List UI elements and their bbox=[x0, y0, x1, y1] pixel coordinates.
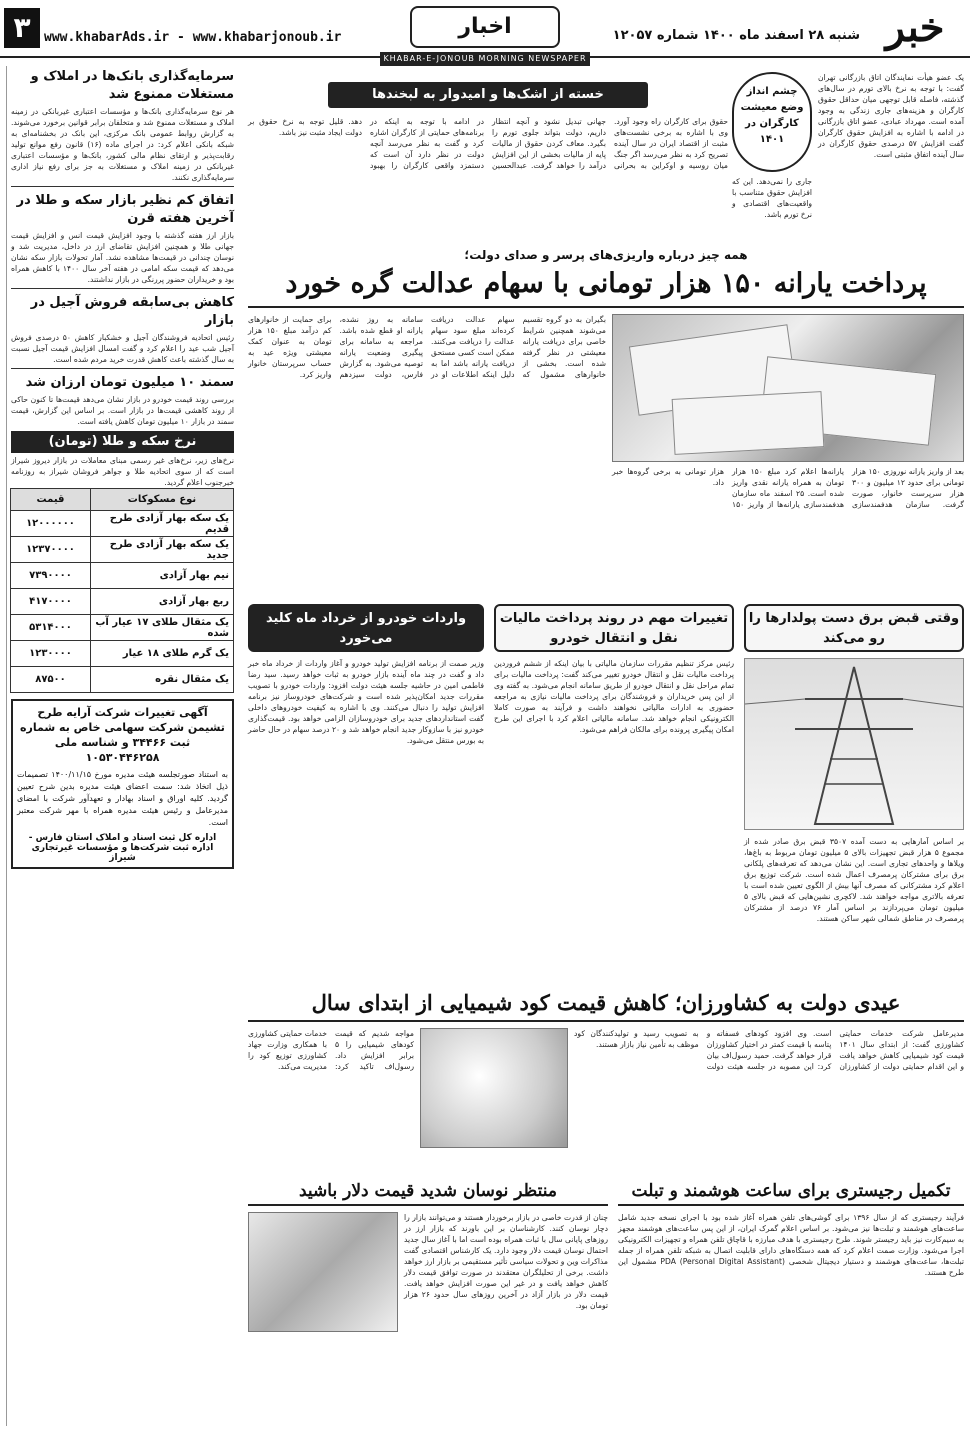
article-body: بررسی روند قیمت خودرو در بازار نشان می‌دهد قیمت‌ها تا کنون حاکی از روند کاهشی قیمت‌ها در بازار است. بر اساس این گزارش، قیمت سمند در بازار ۱۰ میلیون تومان کاهش یافته است. bbox=[11, 395, 234, 426]
article-body: رئیس اتحادیه فروشندگان آجیل و خشکبار کاهش ۵۰ درصدی فروش آجیل شب عید را اعلام کرد و گفت امسال افزایش قیمت آجیل نسبت به سال گذشته باعث کاهش قدرت خرید مردم شده است. bbox=[11, 333, 234, 364]
article-gold-market bbox=[7, 190, 238, 285]
registry-headline: تکمیل رجیستری برای ساعت هوشمند و تبلت bbox=[618, 1176, 964, 1206]
divider bbox=[248, 306, 964, 308]
article-body: هر نوع سرمایه‌گذاری بانک‌ها و مؤسسات اعتباری غیربانکی در زمینه املاک و مستغلات ممنوع شد و متخلفان برابر قوانین برخورد می‌شوند. به گزارش روابط عمومی بانک مرکزی، این بانک در بخشنامه‌ای به شبکه بانکی اعلام کرد: در اجرای ماده (۱۶) قانون رفع موانع تولید رقابت‌پذیر و ارتقای نظام مالی کشور، بانک‌ها و مؤسسات اعتباری غیربانکی در زمینه املاک و مستغلات به جز برای رفع نیاز اداری سرمایه‌گذاری نکنند. bbox=[11, 107, 234, 182]
coin-price: ۴۱۷۰۰۰۰ bbox=[11, 589, 91, 615]
section-title: اخبار bbox=[410, 6, 560, 48]
coin-name: یک مثقال نقره bbox=[91, 667, 234, 693]
lead-body-continued: بعد از واریز یارانه نوروزی ۱۵۰ هزار تومانی برای حدود ۱۲ میلیون و ۳۰۰ هزار سرپرست خانوار، صورت گرفت. سازمان هدفمندسازی یارانه‌ها اعلام کرد مبلغ ۱۵۰ هزار تومان به همراه یارانه نقدی واریز شده است. ۲۵ اسفند ماه سازمان هدفمندسازی یارانه‌ها از واریز ۱۵۰ هزار تومانی به برخی گروه‌ها خبر داد. bbox=[612, 467, 964, 509]
box-body: وزیر صمت از برنامه افزایش تولید خودرو و آغاز واردات از خرداد ماه خبر داد و گفت در چند ماه آینده بازار خودرو به ثبات خواهد رسید. سید رضا فاطمی امین در حاشیه جلسه هیئت دولت افزود: واردات خودرو با تصویب مقررات جدید امکان‌پذیر شده است و شرکت‌های خودروساز نیز برنامه افزایش تولید را دنبال می‌کنند. وی با اشاره به کیفیت خودروهای داخلی گفت استانداردهای جدید برای خودروسازان الزامی خواهد بود. قیمت‌گذاری خودرو نیز با سازوکار جدید انجام خواهد شد و ۲۰ درصد سهام در حال حاضر به بورس منتقل می‌شود. bbox=[248, 659, 484, 745]
agriculture-body-continued: مواجه شدیم که قیمت کودهای شیمیایی را ۵ برابر افزایش داد. رسول‌اف تاکید کرد: خدمات حمایتی کشاورزی با همکاری وزارت جهاد کشاورزی توزیع کود را مدیریت می‌کند. bbox=[248, 1029, 414, 1071]
article-bank-realestate bbox=[7, 66, 238, 183]
price-table-title: نرخ سکه و طلا bbox=[102, 434, 197, 449]
coin-name: یک سکه بهار آزادی طرح جدید bbox=[91, 537, 234, 563]
coin-price: ۱۲۰۰۰۰۰۰ bbox=[11, 511, 91, 537]
price-table-unit: (تومان) bbox=[48, 434, 98, 449]
box-title: وقتی قبض برق دست پولدارها را رو می‌کند bbox=[744, 604, 964, 652]
coin-name: ربع بهار آزادی bbox=[91, 589, 234, 615]
coin-name: یک سکه بهار آزادی طرح قدیم bbox=[91, 511, 234, 537]
lead-headline: پرداخت یارانه ۱۵۰ هزار تومانی با سهام عدالت گره خورد bbox=[285, 268, 927, 299]
table-row bbox=[11, 589, 234, 615]
agriculture-headline: عیدی دولت به کشاورزان؛ کاهش قیمت کود شیمیایی از ابتدای سال bbox=[311, 990, 901, 1015]
coin-name: نیم بهار آزادی bbox=[91, 563, 234, 589]
dollar-body: چنان از قدرت خاصی در بازار برخوردار هستند و می‌توانند بازار را دچار نوسان کنند. کارشناسان بر این باورند که بازار ارز در روزهای پایانی سال با ثبات همراه بوده است اما با آغاز سال جدید احتمال نوسان قیمت دلار وجود دارد. یک کارشناس اقتصادی گفت مذاکرات وین و تحولات سیاسی تأثیر مستقیمی بر بازار ارز خواهد داشت. برخی از تحلیلگران معتقدند در صورت توافق قیمت دلار کاهش خواهد یافت و در غیر این صورت افزایش خواهد یافت. قیمت دلار در بازار آزاد در آخرین روزهای سال حدود ۲۶ هزار تومان بود. bbox=[403, 1213, 608, 1310]
legal-notice bbox=[11, 699, 234, 869]
dollar-headline: منتظر نوسان شدید قیمت دلار باشید bbox=[248, 1176, 608, 1206]
coin-price: ۸۷۵۰۰ bbox=[11, 667, 91, 693]
power-tower-icon bbox=[745, 659, 963, 829]
calculator-photo bbox=[248, 1212, 398, 1332]
electricity-bill-box bbox=[744, 604, 964, 974]
car-tax-box bbox=[494, 604, 734, 974]
table-row bbox=[11, 641, 234, 667]
outlook-tag: چشم انداز وضع معیشت کارگران در ۱۴۰۱ bbox=[732, 72, 812, 172]
table-row bbox=[11, 511, 234, 537]
notice-footer: اداره کل ثبت اسناد و املاک استان فارس - اداره ثبت شرکت‌ها و مؤسسات غیرتجاری شیراز bbox=[28, 833, 217, 863]
fertilizer-photo bbox=[420, 1028, 568, 1148]
table-header-row bbox=[11, 489, 234, 511]
masthead bbox=[0, 0, 970, 58]
left-column bbox=[6, 66, 238, 1426]
table-row bbox=[11, 563, 234, 589]
notice-title: آگهی تغییرات شرکت آرایه طرح تشیمن شرکت سهامی خاص به شماره ثبت ۳۴۴۶۶ و شناسه ملی ۱۰۵۳۰۴۴۶۲۵۸ bbox=[20, 706, 225, 764]
coin-price: ۵۳۱۴۰۰۰ bbox=[11, 615, 91, 641]
coin-name: یک مثقال طلای ۱۷ عیار آب شده bbox=[91, 615, 234, 641]
lead-kicker: همه چیز درباره واریزی‌های پرسر و صدای دولت؛ bbox=[464, 248, 748, 262]
side-text: جاری را نمی‌دهد. این که افزایش حقوق متناسب با واقعیت‌های اقتصادی و نرخ تورم باشد. bbox=[732, 177, 812, 219]
divider bbox=[11, 368, 234, 369]
dateline: شنبه ۲۸ اسفند ماه ۱۴۰۰ شماره ۱۲۰۵۷ bbox=[612, 28, 860, 43]
power-tower-photo bbox=[744, 658, 964, 830]
registry-body: فرآیند رجیستری که از سال ۱۳۹۶ برای گوشی‌های تلفن همراه آغاز شده بود با اجرای نسخه جدید شامل ساعت‌های هوشمند و تبلت‌ها نیز می‌شود. بر اساس اعلام گمرک ایران، از این پس ساعت‌های هوشمند مجهز به سیم‌کارت نیز باید رجیستر شوند. طرح رجیستری با هدف مبارزه با قاچاق تلفن همراه و تجهیزات الکترونیکی اجرا می‌شود. وزارت صمت اعلام کرد که همه دستگاه‌های دارای قابلیت اتصال به شبکه تلفن همراه از جمله تبلت‌ها، ساعت‌های هوشمند و دستیار دیجیتال شخصی (PDA (Personal Digital Assistant مشمول این طرح هستند. bbox=[618, 1213, 965, 1277]
coin-price: ۱۲۳۷۰۰۰۰ bbox=[11, 537, 91, 563]
right-intro-text: یک عضو هیأت نمایندگان اتاق بازرگانی تهران گفت: با توجه به نرخ بالای تورم در سال‌های گذشته، فاصله قابل توجهی میان حداقل حقوق کارگران و هزینه‌های جاری زندگی به وجود آمده است. مهرداد عبادی، عضو اتاق بازرگانی در ادامه با اشاره به افزایش حقوق کارگران گفت افزایش ۵۷ درصدی حقوق کارگران در سال آینده اتفاق مثبتی است. bbox=[818, 73, 964, 159]
box-title: واردات خودرو از خرداد ماه کلید می‌خورد bbox=[248, 604, 484, 652]
divider bbox=[11, 186, 234, 187]
divider bbox=[11, 288, 234, 289]
website-urls[interactable]: www.khabarAds.ir - www.khabarjonoub.ir bbox=[44, 30, 342, 45]
article-samand-price bbox=[7, 372, 238, 427]
article-title: کاهش بی‌سابقه فروش آجیل در بازار bbox=[30, 295, 234, 328]
col-type: نوع مسکوکات bbox=[91, 489, 234, 511]
price-table bbox=[10, 488, 234, 693]
masthead-subtitle: KHABAR-E-JONOUB MORNING NEWSPAPER bbox=[380, 52, 590, 66]
table-row bbox=[11, 615, 234, 641]
agriculture-body: مدیرعامل شرکت خدمات حمایتی کشاورزی گفت: از ابتدای سال ۱۴۰۱ قیمت کود شیمیایی کاهش خواهد یافت و این اقدام حمایتی دولت از کشاورزان است. وی افزود کودهای فسفاته و پتاسه با قیمت کمتر در اختیار کشاورزان قرار خواهد گرفت. حمید رسول‌اف بیان کرد: این مصوبه در جلسه هیئت دولت به تصویب رسید و تولیدکنندگان کود موظف به تأمین نیاز بازار هستند. bbox=[574, 1029, 964, 1071]
page-number: ۳ bbox=[4, 8, 40, 48]
price-table-header bbox=[11, 431, 234, 453]
box-body: رئیس مرکز تنظیم مقررات سازمان مالیاتی با بیان اینکه از ششم فروردین پرداخت مالیات نقل و انتقال خودرو تغییر می‌کند گفت: پرداخت مالیات برای تمام مراحل نقل و انتقال خودرو از طریق سامانه انجام می‌شود. به گفته وی از این پس خریداران و فروشندگان برای پرداخت مالیات نیازی به مراجعه حضوری به ادارات مالیاتی نخواهند داشت و فرآیند به صورت کاملا الکترونیکی انجام خواهد شد. سامانه مالیاتی اعلام کرد با اجرای این طرح امکان پیگیری پرونده برای مالکان فراهم می‌شود. bbox=[494, 659, 734, 734]
newspaper-logo: خبر bbox=[885, 4, 945, 51]
coin-name: یک گرم طلای ۱۸ عیار bbox=[91, 641, 234, 667]
table-row bbox=[11, 537, 234, 563]
price-table-intro: نرخ‌های زیر، نرخ‌های غیر رسمی مبنای معاملات در بازار دیروز شیراز است که از سوی اتحادیه طلا و جواهر فروشان شیراز به روزنامه خبرجنوب اعلام گردید. bbox=[11, 456, 234, 487]
box-body: حقوق برای کارگران راه وجود آورد. وی با اشاره به برخی نشست‌های مثبت از اقتصاد ایران در سال آینده تصریح کرد به نظر می‌رسد اگر جنگ میان روسیه و اوکراین به بحرانی جهانی تبدیل نشود و آنچه انتظار داریم، دولت بتواند جلوی تورم را بگیرد. معاف کردن حقوق از مالیات پایه از مالیات بخشی از این افزایش درآمد را خواهد گرفت. عبدالحسین در ادامه با توجه به اینکه در برنامه‌های حمایتی از کارگران اشاره کرد و گفت به نظر می‌رسد آنچه دولت در نظر دارد آن است که دستمزد واقعی کارگران را بهبود دهد. قلیل توجه به نرخ حقوق بر دولت ایجاد مثبت نیز باشد. bbox=[248, 117, 728, 170]
coin-price: ۷۳۹۰۰۰۰ bbox=[11, 563, 91, 589]
box-body: بر اساس آمارهایی به دست آمده ۳۵۰۷ قبض برق صادر شده از مجموع ۵ هزار قبض تجهیزات بالای ۵ میلیون تومان مربوط به باغ‌ها، ویلاها و واحدهای تجاری است. این نشان می‌دهد که تعرفه‌های پلکانی برق برای مشترکان پرمصرف اعمال شده است. شرکت توزیع برق اعلام کرد مشترکانی که مصرف آنها بیش از الگوی تعیین شده است با تعرفه بالاتری مواجه خواهند شد. لاکچری نشین‌هایی که قبض بالای ۵ میلیون تومان می‌پردازند بر اساس آمار ۷۶ درصد از مشترکان پرمصرف در مناطق شمالی شهر ساکن هستند. bbox=[744, 837, 965, 923]
article-title: سرمایه‌گذاری بانک‌ها در املاک و مستغلات ممنوع شد bbox=[30, 69, 234, 102]
banknotes-photo bbox=[612, 314, 964, 462]
article-nuts-sales bbox=[7, 292, 238, 365]
box-title: خسته از اشک‌ها و امیدوار به لبخندها bbox=[328, 82, 648, 108]
table-row bbox=[11, 667, 234, 693]
article-title: اتفاق کم نظیر بازار سکه و طلا در آخرین هفته قرن bbox=[16, 193, 234, 226]
banknote-shape bbox=[672, 391, 825, 455]
article-title: سمند ۱۰ میلیون تومان ارزان شد bbox=[25, 375, 234, 390]
box-title: تغییرات مهم در روند پرداخت مالیات نقل و انتقال خودرو bbox=[494, 604, 734, 652]
article-body: بازار ارز هفته گذشته با وجود افزایش قیمت انس و افزایش قیمت جهانی طلا و همچنین افزایش تقاضای ارز در داخل، مدیریت شد و نوسان چندانی در قیمت‌ها مشاهده نشد. آمار تحولات بازار سکه نشان می‌دهد که قیمت سکه امامی در هفته آخر سال ۱۴۰۰ با کاهش همراه بود و خریداران حضور پررنگی در بازار نداشتند. bbox=[11, 231, 234, 284]
col-price: قیمت bbox=[11, 489, 91, 511]
notice-body: به استناد صورتجلسه هیئت مدیره مورخ ۱۴۰۰/۱۱/۱۵ تصمیمات ذیل اتخاذ شد: سمت اعضای هیئت مدیره بدین شرح تعیین گردید. کلیه اوراق و اسناد بهادار و تعهدآور شرکت با امضای مدیرعامل و رئیس هیئت مدیره همراه با مهر شرکت معتبر است. bbox=[17, 770, 228, 827]
workers-livelihood-box bbox=[248, 76, 728, 244]
coin-price: ۱۲۳۰۰۰۰ bbox=[11, 641, 91, 667]
car-import-box bbox=[248, 604, 484, 974]
lead-body: بگیران به دو گروه تقسیم می‌شوند همچنین شرایط خاصی برای دریافت یارانه معیشتی در نظر گرفته شده است. بخشی از خانوارهای مشمول که سهام عدالت دریافت کرده‌اند مبلغ سود سهام عدالت را دریافت می‌کنند. ممکن است کسی مستحق دریافت یارانه باشد اما به دلیل اینکه اطلاعات او در سامانه به روز نشده، یارانه او قطع شده باشد. مراجعه به سامانه برای پیگیری وضعیت یارانه توصیه می‌شود. به گزارش فارس، دولت سیزدهم برای حمایت از خانوارهای کم درآمد مبلغ ۱۵۰ هزار تومان به عنوان کمک معیشتی ویژه عید به حساب سرپرستان خانوار واریز کرد. bbox=[248, 315, 606, 379]
divider bbox=[248, 1020, 964, 1022]
